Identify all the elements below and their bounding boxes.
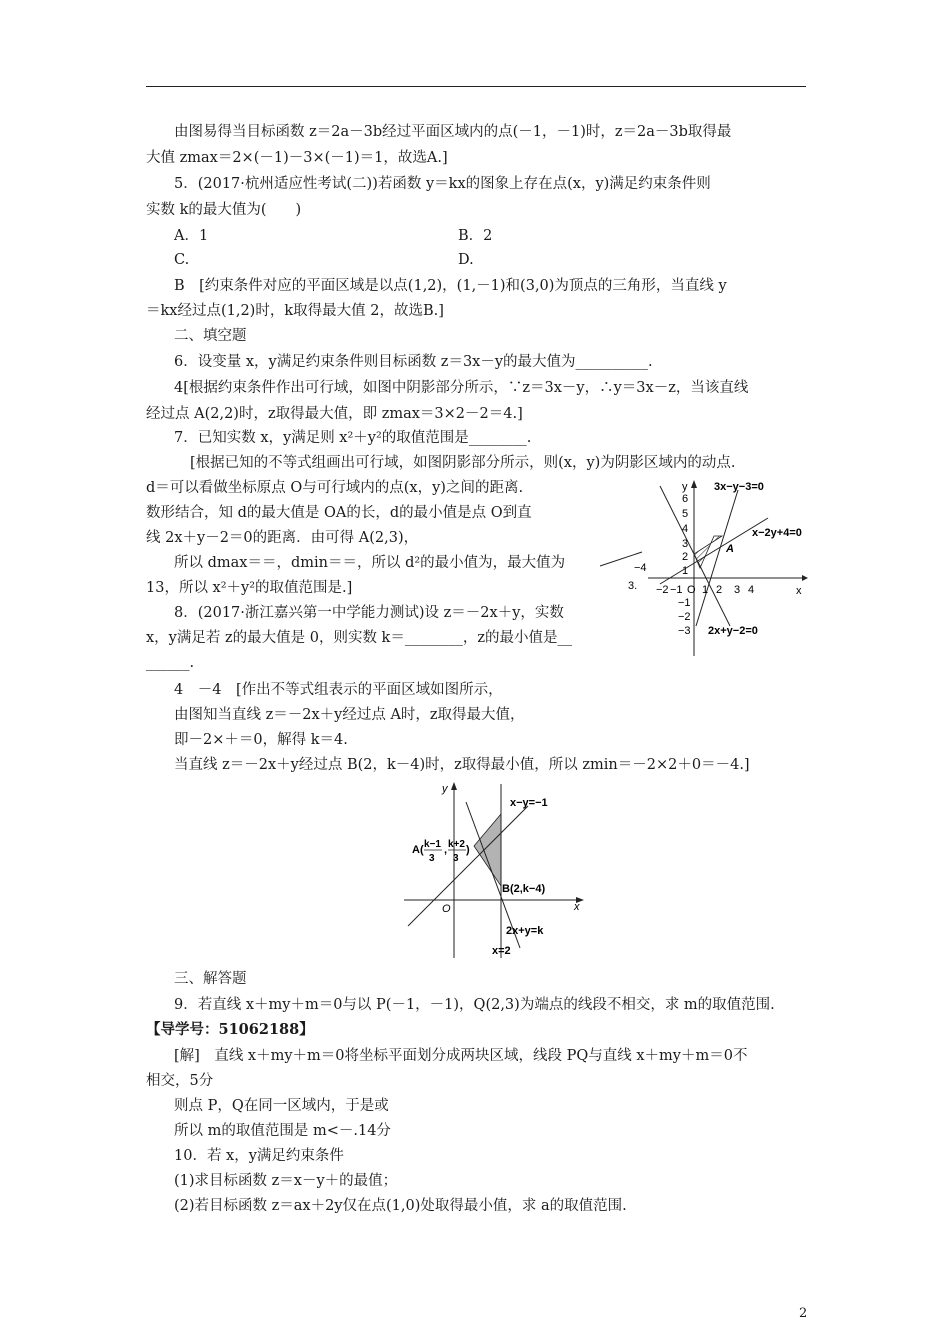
x-tick: 2 — [716, 584, 723, 596]
label-line1: 3x−y−3=0 — [714, 481, 764, 493]
y-tick: 5 — [682, 508, 689, 520]
text-line: 经过点 A(2,2)时，z取得最大值，即 zmax＝3×2－2＝4.] — [146, 406, 523, 422]
text-line: 大值 zmax＝2×(－1)－3×(－1)＝1，故选A.] — [146, 150, 448, 166]
text-line: 实数 k的最大值为( ) — [146, 202, 302, 218]
line-2x+y-2 — [660, 486, 730, 626]
x-tick: 4 — [748, 584, 755, 596]
answer-6: 4[根据约束条件作出可行域，如图中阴影部分所示，∵z＝3x－y，∴y＝3x－z，当该直线 — [174, 380, 749, 396]
answer-5: B [约束条件对应的平面区域是以点(1,2)，(1,－1)和(3,0)为顶点的三角形，当直线 y — [174, 278, 727, 294]
option-d: D. — [458, 252, 474, 268]
text-line: 由图易得当目标函数 z＝2a－3b经过平面区域内的点(－1，－1)时，z＝2a－3b取得最 — [174, 124, 732, 140]
text-line: 即－2×＋＝0，解得 k＝4. — [174, 732, 348, 748]
text-line: x，y满足若 z的最大值是 0，则实数 k＝________，z的最小值是__ — [146, 630, 572, 646]
left-label: −4 — [634, 562, 647, 574]
text-line: ＝kx经过点(1,2)时，k取得最大值 2，故选B.] — [146, 303, 444, 319]
figure-region-q8 — [398, 776, 594, 962]
x-tick: 1 — [702, 584, 709, 596]
origin: O — [687, 584, 696, 596]
answer-8: 4 －4 [作出不等式组表示的平面区域如图所示， — [174, 682, 503, 698]
y-tick: 6 — [682, 493, 689, 505]
label-line1: x−y=−1 — [510, 797, 548, 809]
y-tick: −2 — [678, 611, 691, 623]
origin: O — [442, 903, 451, 915]
question-5: 5．(2017·杭州适应性考试(二))若函数 y＝kx的图象上存在点(x，y)满足约束条件则 — [174, 176, 711, 192]
y-label: y — [442, 783, 448, 795]
x-tick: 3 — [734, 584, 741, 596]
guide-number: 【导学号：51062188】 — [146, 1021, 314, 1038]
solution-9: [解] 直线 x＋my＋m＝0将坐标平面划分成两块区域，线段 PQ与直线 x＋my＋m＝0不 — [174, 1048, 748, 1064]
x-label: x — [574, 901, 580, 913]
x-label: x — [796, 585, 802, 597]
point-a-fraction: k+2 — [448, 839, 465, 850]
option-b: B．2 — [458, 228, 493, 244]
text-line: 数形结合，知 d的最大值是 OA的长，d的最小值是点 O到直 — [146, 505, 532, 521]
figure-region-q7 — [598, 476, 810, 660]
question-10-part1: (1)求目标函数 z＝x－y＋的最值； — [174, 1173, 398, 1189]
point-a-fraction: 3 — [429, 853, 435, 864]
y-tick: −1 — [678, 597, 691, 609]
section-heading: 二、填空题 — [174, 328, 247, 344]
question-10: 10．若 x，y满足约束条件 — [174, 1148, 344, 1164]
text-line: 所以 dmax＝＝，dmin＝＝，所以 d²的最小值为，最大值为 — [174, 555, 566, 571]
y-tick: 4 — [682, 523, 689, 535]
text-line: ______. — [146, 655, 195, 671]
page-number: 2 — [799, 1306, 808, 1321]
y-tick: −3 — [678, 625, 691, 637]
y-tick: 2 — [682, 551, 689, 563]
text-line: 线 2x＋y－2＝0的距离．由可得 A(2,3)， — [146, 530, 419, 546]
option-a: A．1 — [174, 228, 209, 244]
line-x-y=-1 — [408, 806, 528, 926]
point-a-fraction: 3 — [453, 853, 459, 864]
x-tick: −2 — [656, 584, 669, 596]
label-line2: x−2y+4=0 — [752, 527, 802, 539]
text-line: 则点 P，Q在同一区域内，于是或 — [174, 1098, 389, 1114]
text-line: 当直线 z＝－2x＋y经过点 B(2，k－4)时，z取得最小值，所以 zmin＝－2×2＋0＝－4.] — [174, 757, 750, 773]
point-a: A — [726, 543, 734, 555]
point-a-close: ) — [466, 844, 470, 856]
question-6: 6．设变量 x，y满足约束条件则目标函数 z＝3x－y的最大值为__________. — [174, 354, 653, 370]
question-9: 9．若直线 x＋my＋m＝0与以 P(－1，－1)，Q(2,3)为端点的线段不相交，求 m的取值范围. — [174, 997, 775, 1013]
point-a: A( — [412, 844, 424, 856]
answer-7: [根据已知的不等式组画出可行域，如图阴影部分所示，则(x，y)为阴影区域内的动点. — [190, 455, 736, 471]
y-tick: 3 — [682, 538, 689, 550]
label-line2: 2x+y=k — [506, 925, 544, 937]
section-heading: 三、解答题 — [174, 971, 247, 987]
question-10-part2: (2)若目标函数 z＝ax＋2y仅在点(1,0)处取得最小值，求 a的取值范围. — [174, 1198, 627, 1214]
point-b: B(2,k−4) — [502, 883, 546, 895]
left-label: 3. — [628, 580, 638, 592]
text-line: 13，所以 x²＋y²的取值范围是.] — [146, 580, 353, 596]
y-tick: 1 — [682, 565, 689, 577]
label-line3: x=2 — [492, 945, 511, 957]
point-a-fraction: k−1 — [424, 839, 441, 850]
header-rule — [146, 86, 806, 87]
text-line: d＝可以看做坐标原点 O与可行域内的点(x，y)之间的距离. — [146, 480, 524, 496]
text-line: 相交，5分 — [146, 1073, 214, 1089]
y-label: y — [682, 481, 688, 493]
x-tick: −1 — [670, 584, 683, 596]
point-a-comma: , — [444, 844, 448, 856]
option-c: C. — [174, 252, 190, 268]
question-8: 8．(2017·浙江嘉兴第一中学能力测试)设 z＝－2x＋y，实数 — [174, 605, 564, 621]
text-line: 所以 m的取值范围是 m<－.14分 — [174, 1123, 391, 1139]
question-7: 7．已知实数 x，y满足则 x²＋y²的取值范围是________. — [174, 430, 532, 446]
shaded-region — [474, 814, 501, 886]
text-line: 由图知当直线 z＝－2x＋y经过点 A时，z取得最大值， — [174, 707, 525, 723]
label-line3: 2x+y−2=0 — [708, 625, 758, 637]
